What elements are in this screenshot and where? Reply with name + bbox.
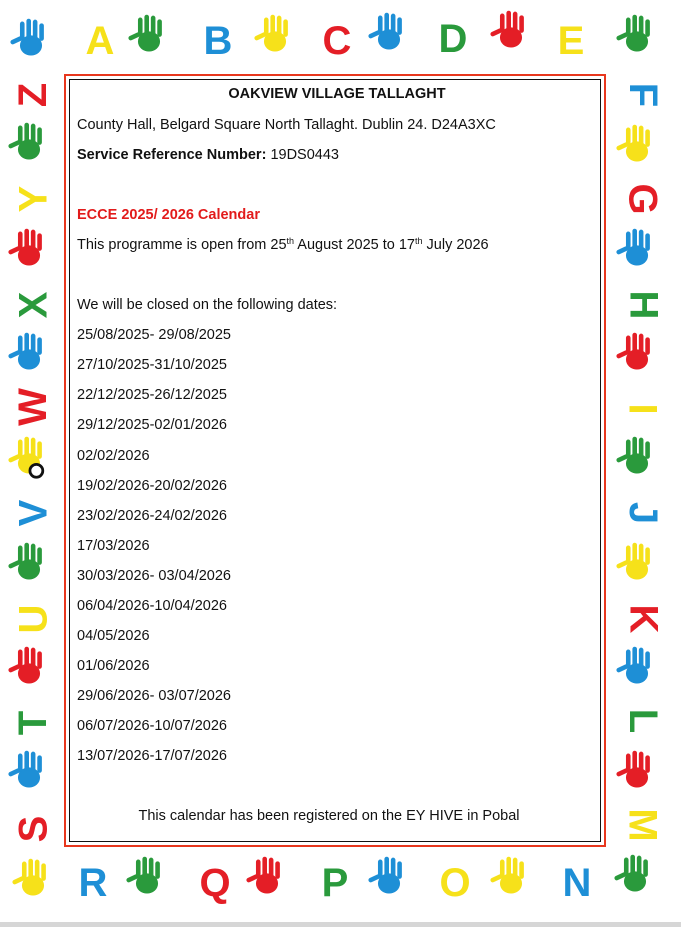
letter-w: W: [10, 388, 55, 426]
letter-x: X: [11, 291, 55, 319]
letter-t: T: [11, 710, 55, 736]
letter-h: H: [620, 290, 665, 320]
letter-m: M: [620, 808, 665, 842]
address: County Hall, Belgard Square North Tallaght. Dublin 24. D24A3XC: [77, 117, 496, 133]
hand-print-icon: [366, 10, 412, 56]
closed-date: 17/03/2026: [77, 538, 150, 554]
hand-print-icon: [614, 434, 660, 480]
hand-print-icon: [252, 12, 298, 58]
letter-v: V: [11, 499, 55, 527]
document-title: OAKVIEW VILLAGE TALLAGHT: [228, 86, 446, 102]
hand-print-icon: [6, 226, 52, 272]
open-text-end: July 2026: [422, 237, 489, 253]
hand-print-icon: [614, 644, 660, 690]
closed-date: 13/07/2026-17/07/2026: [77, 748, 227, 764]
hand-print-icon: [614, 540, 660, 586]
letter-y: Y: [11, 185, 55, 213]
letter-s: S: [11, 815, 55, 843]
letter-o: O: [439, 861, 471, 905]
letter-f: F: [621, 82, 665, 108]
letter-q: Q: [199, 861, 231, 905]
letter-c: C: [322, 19, 352, 63]
closed-date: 02/02/2026: [77, 448, 150, 464]
letter-r: R: [78, 861, 108, 905]
letter-l: L: [621, 708, 665, 734]
service-reference-value: 19DS0443: [270, 147, 339, 163]
hand-print-icon: [614, 12, 660, 58]
open-text-start: This programme is open from 25: [77, 237, 287, 253]
letter-p: P: [321, 861, 349, 905]
hand-print-icon: [126, 12, 172, 58]
open-sup-2: th: [414, 236, 423, 246]
closed-date: 06/07/2026-10/07/2026: [77, 718, 227, 734]
calendar-heading: ECCE 2025/ 2026 Calendar: [77, 207, 260, 223]
letter-g: G: [621, 183, 665, 215]
open-period: [77, 237, 489, 253]
hand-print-icon: [614, 330, 660, 376]
letter-j: J: [621, 501, 665, 525]
hand-print-icon: [488, 8, 534, 54]
hand-print-icon: [614, 226, 660, 272]
service-reference-label: Service Reference Number:: [77, 147, 267, 163]
hand-print-icon: [6, 120, 52, 166]
closed-date: 01/06/2026: [77, 658, 150, 674]
letter-u: U: [10, 604, 55, 634]
letter-e: E: [557, 19, 585, 63]
letter-i: I: [621, 403, 665, 415]
closed-date: 29/12/2025-02/01/2026: [77, 417, 227, 433]
hand-print-icon: [10, 856, 56, 902]
hand-print-icon: [244, 854, 290, 900]
hand-print-icon: [124, 854, 170, 900]
letter-d: D: [438, 17, 468, 61]
hand-print-icon: [6, 330, 52, 376]
hand-print-icon: [614, 748, 660, 794]
hand-print-icon: [614, 122, 660, 168]
closed-date: 29/06/2026- 03/07/2026: [77, 688, 231, 704]
letter-z: Z: [11, 82, 55, 108]
hand-print-icon: [8, 16, 54, 62]
closed-date: 06/04/2026-10/04/2026: [77, 598, 227, 614]
letter-b: B: [203, 19, 233, 63]
closed-date: 27/10/2025-31/10/2025: [77, 357, 227, 373]
hand-print-icon: [6, 644, 52, 690]
closed-date: 19/02/2026-20/02/2026: [77, 478, 227, 494]
closed-date: 25/08/2025- 29/08/2025: [77, 327, 231, 343]
letter-k: K: [620, 604, 665, 634]
service-reference: [77, 147, 339, 163]
closed-date: 22/12/2025-26/12/2025: [77, 387, 227, 403]
hand-print-icon: [6, 748, 52, 794]
closed-date: 04/05/2026: [77, 628, 150, 644]
registration-footer: This calendar has been registered on the EY HIVE in Pobal: [138, 808, 520, 824]
hand-print-icon: [6, 434, 52, 480]
closed-intro: We will be closed on the following dates:: [77, 297, 338, 313]
hand-print-icon: [612, 852, 658, 898]
hand-print-icon: [6, 540, 52, 586]
hand-print-icon: [488, 854, 534, 900]
closed-date: 23/02/2026-24/02/2026: [77, 508, 227, 524]
closed-date: 30/03/2026- 03/04/2026: [77, 568, 231, 584]
page-edge: [0, 922, 681, 927]
letter-a: A: [85, 19, 115, 63]
open-sup-1: th: [286, 236, 295, 246]
open-text-mid: August 2025 to 17: [294, 237, 415, 253]
hand-print-icon: [366, 854, 412, 900]
letter-n: N: [562, 861, 592, 905]
